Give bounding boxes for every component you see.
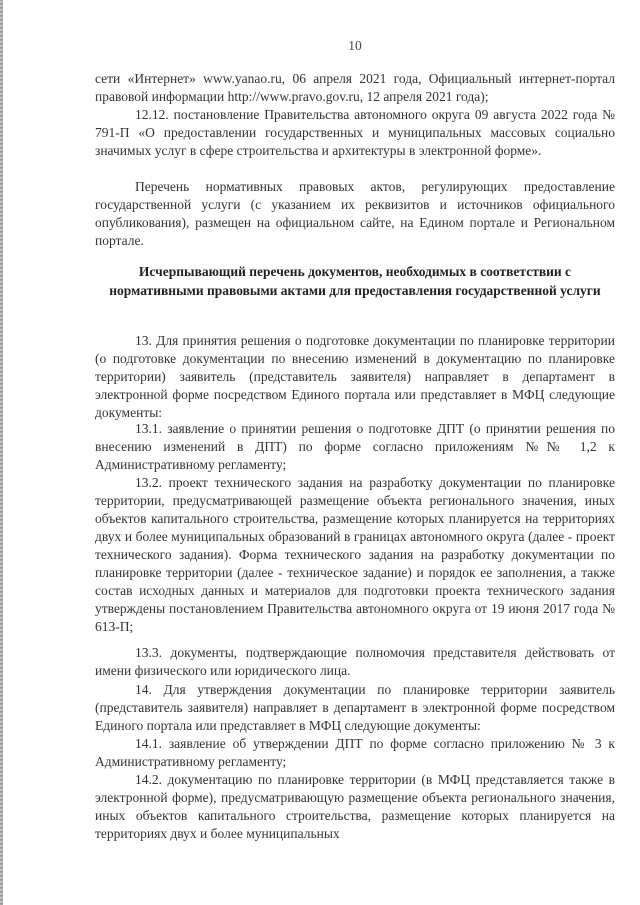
page-number: 10 <box>348 38 362 53</box>
paragraph-14-1: 14.1. заявление об утверждении ДПТ по форме согласно приложению № 3 к Административному регламенту; <box>95 736 615 769</box>
paragraph-14-2: 14.2. документацию по планировке территории (в МФЦ представляется также в электронной форме), предусматривающую размещение объекта регионального значения, иных объектов капитального строительства, размещение которых планируется на территориях двух и более муниципальных <box>95 772 615 841</box>
paragraph-13-1: 13.1. заявление о принятии решения о подготовке ДПТ (о принятии решения по внесению изменений в ДПТ) по форме согласно приложениям №№ 1,2 к Административному регламенту; <box>95 421 615 472</box>
section-heading: Исчерпывающий перечень документов, необходимых в соответствии с нормативными правовыми актами для предоставления государственной услуги <box>109 264 601 298</box>
paragraph-13-3: 13.3. документы, подтверждающие полномочия представителя действовать от имени физического или юридического лица. <box>95 645 615 678</box>
paragraph-14: 14. Для утверждения документации по планировке территории заявитель (представитель заявителя) направляет в департамент в электронной форме посредством Единого портала или представляет в МФЦ следующие документы: <box>95 682 615 733</box>
paragraph-npa-list: Перечень нормативных правовых актов, регулирующих предоставление государственной услуги (с указанием их реквизитов и источников официального опубликования), размещен на официальном сайте, на Едином портале и Региональном портале. <box>95 179 615 248</box>
paragraph-12-12: 12.12. постановление Правительства автономного округа 09 августа 2022 года № 791-П «О предоставлении государственных и муниципальных массовых социально значимых услуг в сфере строительства и архитектуры в электронной форме». <box>95 107 615 158</box>
document-page <box>95 0 615 905</box>
paragraph-continuation: сети «Интернет» www.yanao.ru, 06 апреля 2021 года, Официальный интернет-портал правовой информации http://www.pravo.gov.ru, 12 апреля 2021 года); <box>95 71 615 104</box>
paragraph-13: 13. Для принятия решения о подготовке документации по планировке территории (о подготовке документации по внесению изменений в документацию по планировке территории) заявитель (представитель заявителя) направляет в департамент в электронной форме посредством Единого портала или представляет в МФЦ следующие документы: <box>95 333 615 420</box>
paragraph-13-2: 13.2. проект технического задания на разработку документации по планировке территории, предусматривающей размещение объекта регионального значения, иных объектов капитального строительства, размещение которых планируется на территориях двух и более муниципальных образований в границах автономного округа (далее - проект технического задания). Форма технического задания на разработку документации по планировке территории (далее - техническое задание) и порядок ее заполнения, а также состав исходных данных и материалов для подготовки проекта технического задания утверждены постановлением Правительства автономного округа от 19 июня 2017 года № 613-П; <box>95 475 615 634</box>
scan-edge <box>0 0 3 905</box>
